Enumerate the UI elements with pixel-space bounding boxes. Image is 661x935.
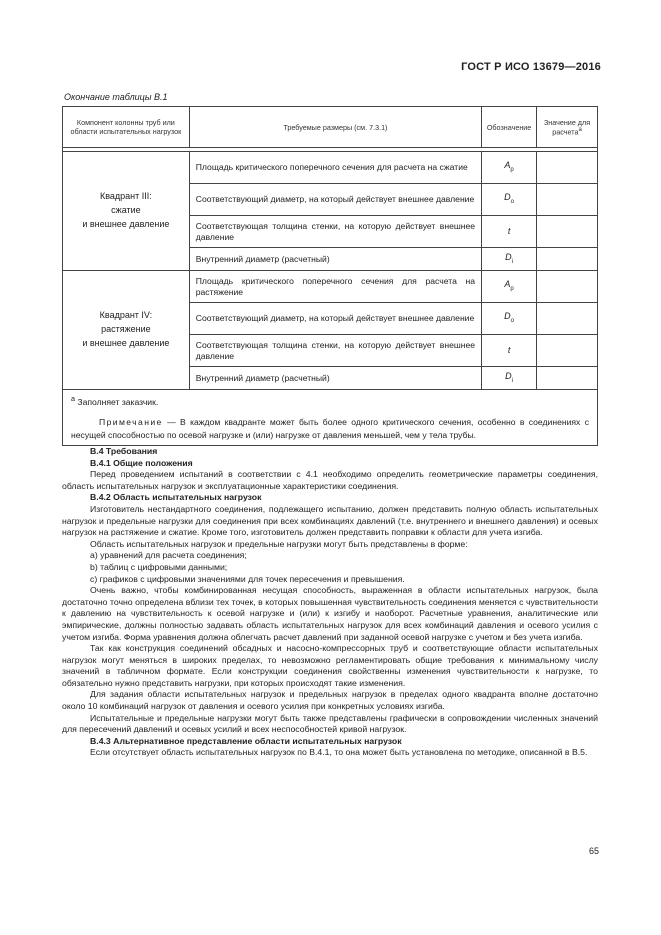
paragraph-8: Если отсутствует область испытательных нагрузок по В.4.1, то она может быть установлена по методике, описанной в В.5. [90, 747, 588, 758]
quadrant-line1: Квадрант IV: [99, 310, 153, 321]
symbol: D [505, 370, 512, 381]
value-cell[interactable] [537, 184, 598, 216]
paragraph-2: Изготовитель нестандартного соединения, подлежащего испытанию, должен представить полную область испытательных нагрузок и предельные нагрузки для соединения при всех комбинациях давлений (т.е. внутреннего и внешнего давления) и осевых нагрузок на растяжение и сжатие. Кроме того, изготовитель должен представить поправки к области для учета изгиба. [62, 503, 598, 538]
requirement-cell: Соответствующий диаметр, на который действует внешнее давление [189, 184, 481, 216]
table-row [63, 152, 598, 184]
quadrant-cell [63, 152, 190, 271]
symbol: t [507, 225, 511, 236]
table-note: Примечание — В каждом квадранте может быть более одного критического сечения, особенно в соединениях с несущей способностью по осевой нагрузке и (или) нагрузке от давления меньшей, чем у тела трубы. [71, 417, 589, 440]
value-cell[interactable] [537, 335, 598, 367]
footnote: $^а$ Заполняет заказчик. [71, 395, 159, 407]
requirement-cell: Площадь критического поперечного сечения для расчета на растяжение [189, 271, 481, 303]
col-symbol: Обозначение [482, 107, 537, 148]
symbol-subscript: o [510, 318, 514, 325]
section-body [62, 446, 598, 759]
value-cell[interactable] [537, 152, 598, 184]
quadrant-line2: сжатие [111, 205, 141, 216]
requirement-cell: Внутренний диаметр (расчетный) [189, 248, 481, 271]
paragraph-3: Область испытательных нагрузок и предельные нагрузки могут быть представлены в форме: [90, 538, 468, 549]
table-row [63, 271, 598, 303]
standard-header: ГОСТ Р ИСО 13679—2016 [461, 61, 601, 73]
table-header-row [63, 107, 598, 148]
requirements-table [62, 106, 598, 446]
quadrant-line3: и внешнее давление [82, 218, 170, 229]
value-cell[interactable] [537, 271, 598, 303]
paragraph-7: Испытательные и предельные нагрузки могут быть также представлены графически в сопровождении численных значений для пересечений давлений и осевых усилий и всех неспособностей кривой нагрузок. [62, 712, 598, 735]
paragraph-5: Так как конструкция соединений обсадных и насосно-компрессорных труб и соответствующие области испытательных нагрузок могут меняться в широких пределах, то невозможно регламентировать общие требования к минимальному числу значений в табличном формате. Если конструкции соединения свойственны изменения чувствительности к нагрузке, то обязательно нужно представить нагрузки, при которых происходят такие изменения. [62, 643, 598, 688]
requirement-cell: Площадь критического поперечного сечения для расчета на сжатие [189, 152, 481, 184]
requirement-cell: Соответствующий диаметр, на который действует внешнее давление [189, 303, 481, 335]
col-value [537, 107, 598, 148]
value-cell[interactable] [537, 248, 598, 271]
paragraph-4: Очень важно, чтобы комбинированная несущая способность, выраженная в области испытательных нагрузок, была достаточно точно определена вблизи тех точек, в которых повышенная чувствительность соединения меняется с чувствительности к давлению на чувствительность к осевой нагрузке и (или) к изгибу и наоборот. Расчетные уравнения, аналитические или эмпирические, должны полностью задавать область испытательных нагрузок для всех комбинаций давления и осевого усилия с учетом изгиба. Форма уравнения должна облегчать расчет давлений при заданной осевой нагрузке с учетом и без учета изгиба. [62, 585, 598, 642]
symbol: t [507, 344, 511, 355]
table-caption: Окончание таблицы В.1 [64, 92, 168, 102]
value-cell[interactable] [537, 367, 598, 390]
heading-b4: В.4 Требования [90, 446, 158, 456]
requirement-cell: Соответствующая толщина стенки, на которую действует внешнее давление [189, 216, 481, 248]
symbol-cell [482, 367, 537, 390]
page-number: 65 [588, 846, 599, 856]
quadrant-line2: растяжение [101, 324, 151, 335]
symbol-subscript: i [511, 377, 513, 384]
col-value-label: Значение для расчета [543, 117, 591, 137]
value-cell[interactable] [537, 303, 598, 335]
symbol-cell [482, 152, 537, 184]
symbol: D [504, 192, 511, 203]
quadrant-cell [63, 271, 190, 390]
symbol: A [504, 279, 511, 290]
symbol-cell [482, 303, 537, 335]
value-cell[interactable] [537, 216, 598, 248]
requirement-cell: Соответствующая толщина стенки, на которую действует внешнее давление [189, 335, 481, 367]
quadrant-line3: и внешнее давление [82, 337, 170, 348]
symbol-cell [482, 248, 537, 271]
symbol-subscript: p [510, 167, 514, 174]
list-item-a: а) уравнений для расчета соединения; [90, 550, 247, 561]
symbol-cell [482, 271, 537, 303]
heading-b41: В.4.1 Общие положения [90, 457, 193, 468]
symbol-subscript: p [510, 286, 514, 293]
symbol-subscript: o [510, 199, 514, 206]
col-component: Компонент колонны труб или области испытательных нагрузок [63, 107, 190, 148]
symbol-cell [482, 184, 537, 216]
symbol-cell [482, 335, 537, 367]
requirement-cell: Внутренний диаметр (расчетный) [189, 367, 481, 390]
heading-b42: В.4.2 Область испытательных нагрузок [90, 492, 262, 503]
symbol: D [505, 251, 512, 262]
col-dimensions: Требуемые размеры (см. 7.3.1) [189, 107, 481, 148]
symbol: D [504, 311, 511, 322]
table-notes [63, 390, 598, 446]
table-notes-row [63, 390, 598, 446]
symbol-subscript: i [511, 258, 513, 265]
footnote-mark: а [578, 126, 582, 133]
paragraph-1: Перед проведением испытаний в соответствии с 4.1 необходимо определить геометрические параметры соединения, область испытательных нагрузок и эксплуатационные характеристики соединения. [62, 469, 598, 491]
symbol: A [504, 160, 511, 171]
quadrant-line1: Квадрант III: [99, 191, 152, 202]
symbol-cell [482, 216, 537, 248]
list-item-b: b) таблиц с цифровыми данными; [90, 561, 228, 572]
list-item-c: с) графиков с цифровыми значениями для точек пересечения и превышения. [90, 573, 405, 584]
paragraph-6: Для задания области испытательных нагрузок и предельных нагрузок в пределах одного квадранта вполне достаточно около 10 комбинаций нагрузок от давления и осевого усилия при конкретных условиях изгиба. [62, 689, 598, 712]
heading-b43: В.4.3 Альтернативное представление области испытательных нагрузок [90, 735, 402, 746]
